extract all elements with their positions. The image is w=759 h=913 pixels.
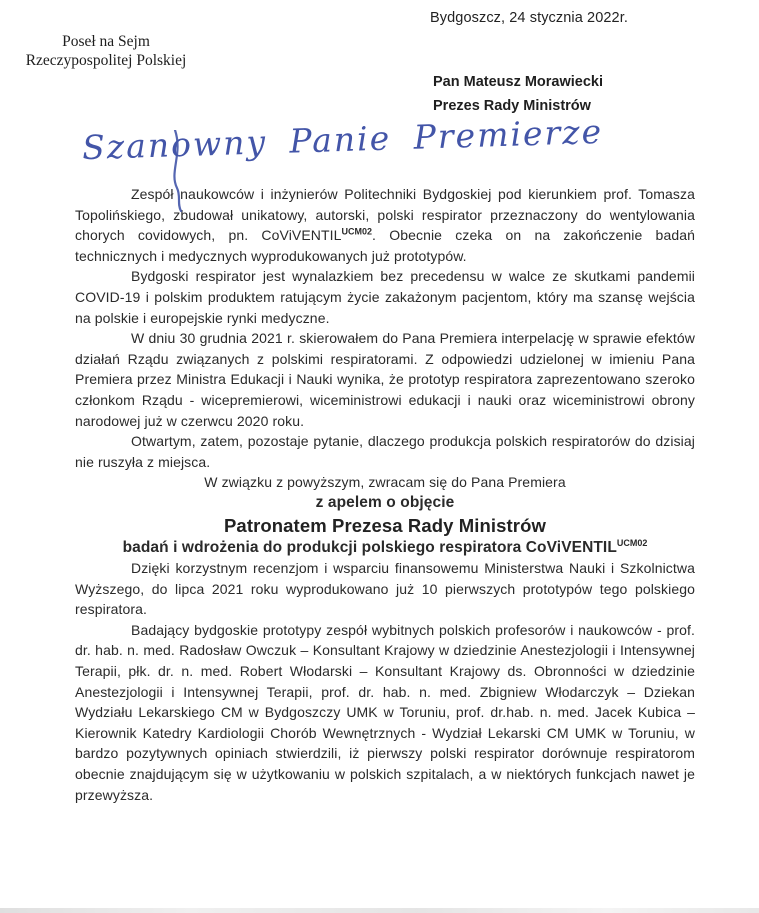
paragraph-5: Dzięki korzystnym recenzjom i wsparciu finansowemu Ministerstwa Nauki i Szkolnictwa Wyższego, do lipca 2021 roku wyprodukowano już 10 pierwszych prototypów tego polskiego respiratora. bbox=[75, 560, 695, 618]
sender-letterhead bbox=[10, 32, 202, 70]
recipient-title: Prezes Rady Ministrów bbox=[433, 97, 591, 114]
paragraph-6: Badający bydgoskie prototypy zespół wybitnych polskich profesorów i naukowców - prof. dr. hab. n. med. Radosław Owczuk – Konsultant Krajowy w dziedzinie Anestezjologii i Intensywnej Terapii, płk. dr. n. med. Robert Włodarski – Konsultant Krajowy ds. Obronności w dziedzinie Anestezjologii i Intensywnej Terapii, prof. dr. hab. n. med. Zbigniew Włodarczyk – Dziekan Wydziału Lekarskiego CM w Bydgoszczy UMK w Toruniu, prof. dr.hab. n. med. Jacek Kubica – Kierownik Katedry Kardiologii Chorób Wewnętrznych - Wydział Lekarski CM UMK w Toruniu, w bardzo pozytywnych opiniach stwierdzili, iż pierwszy polski respirator dorównuje respiratorom obecnie znajdującym się w użytkowaniu w polskich szpitalach, a w niektórych funkcjach nawet je przewyższa. bbox=[75, 621, 695, 803]
appeal-line-3 bbox=[75, 538, 695, 559]
respirator-model-superscript: UCM02 bbox=[341, 226, 373, 237]
appeal-line-1: z apelem o objęcie bbox=[315, 493, 455, 511]
sender-title: Poseł na Sejm bbox=[62, 33, 150, 50]
appeal-intro-line: W związku z powyższym, zwracam się do Pana Premiera bbox=[204, 474, 566, 491]
recipient-block bbox=[433, 71, 603, 118]
letter-body bbox=[75, 184, 695, 805]
appeal-line-2: Patronatem Prezesa Rady Ministrów bbox=[223, 514, 546, 536]
handwritten-salutation: Szanowny Panie Premierze bbox=[81, 111, 604, 168]
scan-edge-artifact bbox=[0, 908, 759, 913]
paragraph-4: Otwartym, zatem, pozostaje pytanie, dlaczego produkcja polskich respiratorów do dzisiaj nie ruszyła z miejsca. bbox=[75, 433, 695, 470]
paragraph-2: Bydgoski respirator jest wynalazkiem bez precedensu w walce ze skutkami pandemii COVID-19 i polskim produktem ratującym życie zakażonym pacjentom, który ma szansę wejścia na polskie i europejskie rynki medyczne. bbox=[75, 268, 695, 326]
paragraph-1-text-cont: . Obecnie czeka on na zakończenie badań technicznych i medycznych wyprodukowanych już prototypów. bbox=[75, 227, 695, 264]
paragraph-3: W dniu 30 grudnia 2021 r. skierowałem do Pana Premiera interpelację w sprawie efektów działań Rządu związanych z polskimi respiratorami. Z odpowiedzi udzielonej w imieniu Pana Premiera przez Ministra Edukacji i Nauki wynika, że prototyp respiratora zaprezentowano szeroko członkom Rządu - wicepremierowi, wiceministrowi edukacji i nauki oraz wiceministrowi obrony narodowej już w czerwcu 2020 roku. bbox=[75, 330, 695, 429]
paragraph-1-text: Zespół naukowców i inżynierów Politechniki Bydgoskiej pod kierunkiem prof. Tomasza Topolińskiego, zbudował unikatowy, autorski, polski respirator przeznaczony do wentylowania chorych covidowych, pn. CoViVENTIL bbox=[75, 186, 695, 244]
appeal-line-3-text: badań i wdrożenia do produkcji polskiego respiratora CoViVENTIL bbox=[122, 538, 617, 556]
sender-institution: Rzeczypospolitej Polskiej bbox=[25, 52, 187, 69]
recipient-name: Pan Mateusz Morawiecki bbox=[433, 74, 604, 90]
respirator-model-superscript: UCM02 bbox=[616, 537, 648, 548]
handwriting-ink-tail-stroke bbox=[168, 130, 190, 212]
date-line: Bydgoszcz, 24 stycznia 2022r. bbox=[430, 10, 628, 26]
